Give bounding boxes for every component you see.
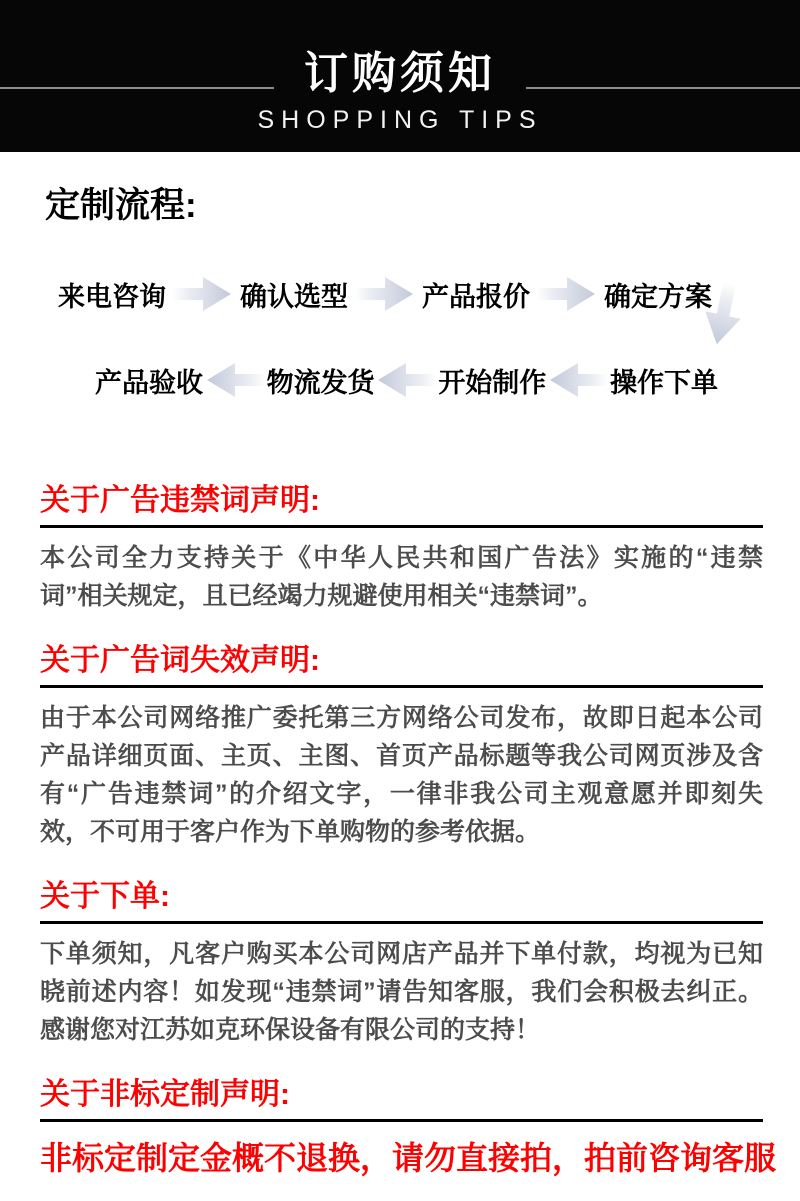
section-heading: 关于下单: bbox=[40, 880, 170, 913]
section-custom-made bbox=[40, 1078, 777, 1181]
section-heading: 关于广告违禁词声明: bbox=[40, 484, 320, 517]
arrow-left-icon bbox=[205, 362, 265, 398]
section-body: 本公司全力支持关于《中华人民共和国广告法》实施的“违禁词”相关规定，且已经竭力规避使用相关“违禁词”。 bbox=[40, 544, 763, 610]
arrow-right-icon bbox=[173, 276, 233, 312]
section-ad-invalid bbox=[40, 644, 763, 851]
arrow-right-icon bbox=[355, 276, 415, 312]
section-banned-words bbox=[40, 484, 763, 615]
process-flow-diagram bbox=[0, 272, 800, 446]
banner bbox=[0, 0, 800, 152]
flow-step: 确定方案 bbox=[604, 281, 712, 312]
section-ordering bbox=[40, 880, 763, 1049]
flow-step: 确认选型 bbox=[240, 281, 348, 312]
section-body: 下单须知，凡客户购买本公司网店产品并下单付款，均视为已知晓前述内容！如发现“违禁词”请告知客服，我们会积极去纠正。感谢您对江苏如克环保设备有限公司的支持！ bbox=[40, 940, 763, 1044]
section-divider bbox=[40, 1119, 763, 1122]
section-divider bbox=[40, 921, 763, 924]
section-body-warning: 非标定制定金概不退换，请勿直接拍，拍前咨询客服 bbox=[40, 1140, 777, 1176]
banner-title-row bbox=[0, 50, 800, 98]
arrow-right-icon bbox=[537, 276, 597, 312]
flow-step: 产品验收 bbox=[95, 367, 203, 398]
process-title: 定制流程: bbox=[45, 186, 197, 225]
declarations bbox=[40, 484, 777, 1181]
section-body: 由于本公司网络推广委托第三方网络公司发布，故即日起本公司产品详细页面、主页、主图、首页产品标题等我公司网页涉及含有“广告违禁词”的介绍文字，一律非我公司主观意愿并即刻失效，不可用于客户作为下单购物的参考依据。 bbox=[40, 704, 763, 846]
arrow-left-icon bbox=[376, 362, 436, 398]
flow-step: 来电咨询 bbox=[58, 281, 166, 312]
section-divider bbox=[40, 685, 763, 688]
section-divider bbox=[40, 525, 763, 528]
banner-title: 订购须知 bbox=[304, 49, 496, 98]
flow-step: 操作下单 bbox=[609, 367, 718, 398]
flow-row-1 bbox=[0, 272, 800, 316]
banner-divider-left bbox=[0, 87, 274, 89]
flow-row-2 bbox=[0, 358, 800, 402]
banner-divider-right bbox=[526, 87, 800, 89]
section-heading: 关于广告词失效声明: bbox=[40, 644, 320, 677]
flow-step: 物流发货 bbox=[266, 367, 375, 398]
arrow-left-icon bbox=[548, 362, 608, 398]
flow-step: 产品报价 bbox=[422, 281, 530, 312]
section-heading: 关于非标定制声明: bbox=[40, 1078, 290, 1111]
banner-subtitle: SHOPPING TIPS bbox=[257, 106, 543, 135]
flow-step: 开始制作 bbox=[438, 367, 547, 398]
